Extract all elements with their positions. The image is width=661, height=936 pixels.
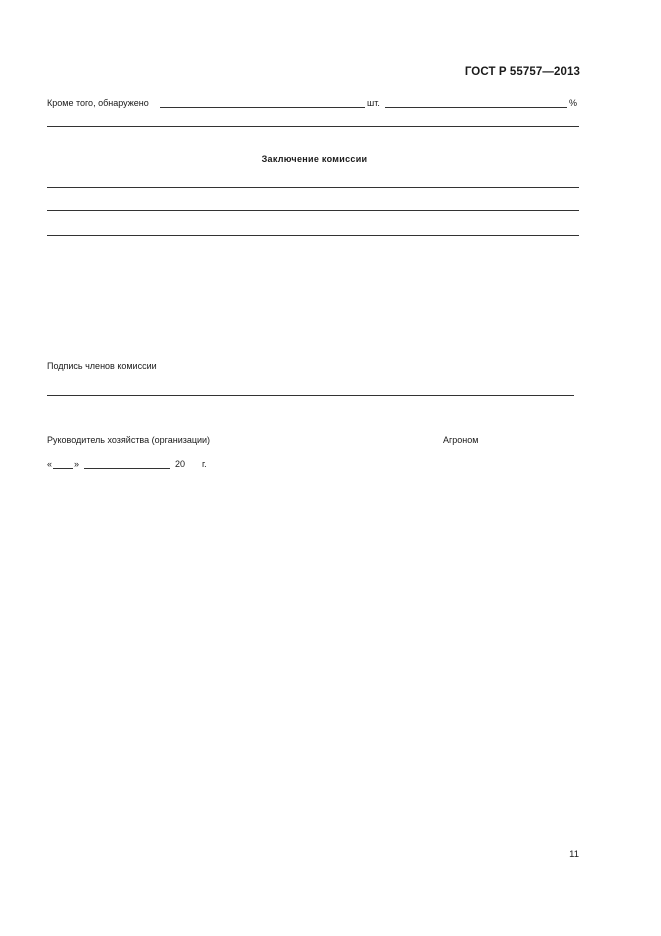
document-standard-number: ГОСТ Р 55757—2013 [464,66,580,78]
members-signature-label: Подпись членов комиссии [47,361,157,371]
extra-found-percent-sign: % [569,98,578,108]
date-open-quote: « [47,459,53,469]
conclusion-line-1[interactable] [47,187,579,188]
agronomist-label: Агроном [443,435,479,445]
conclusion-line-2[interactable] [47,210,579,211]
conclusion-line-3[interactable] [47,235,579,236]
extra-found-label: Кроме того, обнаружено [47,98,149,108]
members-signature-field[interactable] [47,395,574,396]
conclusion-title: Заключение комиссии [261,154,368,164]
date-day-field[interactable] [53,468,73,469]
date-month-field[interactable] [84,468,170,469]
date-year-prefix: 20 [175,459,186,469]
page-number: 11 [569,849,579,860]
date-year-suffix: г. [202,459,207,469]
extra-found-unit: шт. [367,98,380,108]
extra-found-count-field[interactable] [160,107,365,108]
date-close-quote: » [74,459,80,469]
extra-found-percent-field[interactable] [385,107,567,108]
extra-found-continuation-field[interactable] [47,126,579,127]
manager-label: Руководитель хозяйства (организации) [47,435,211,445]
